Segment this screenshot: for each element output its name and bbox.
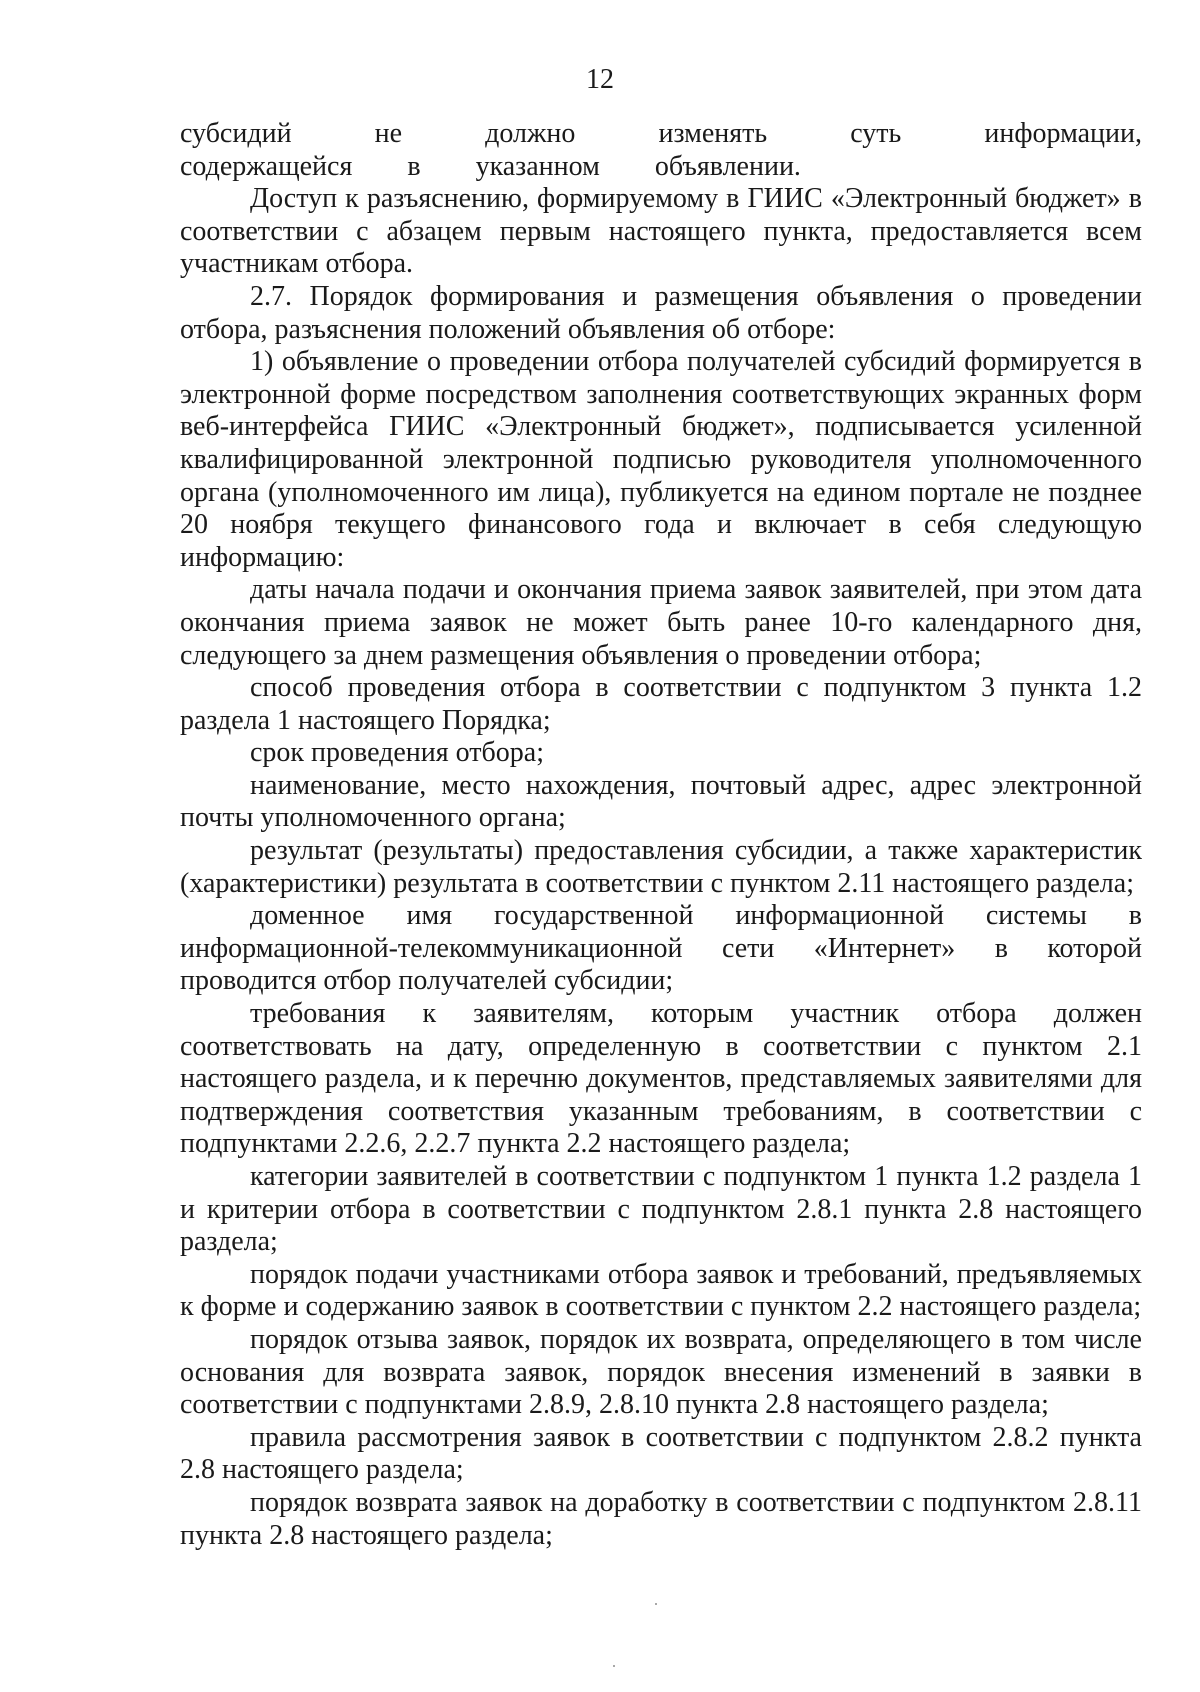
scan-speck (655, 1603, 657, 1605)
document-body (180, 118, 1142, 1552)
paragraph-method: способ проведения отбора в соответствии с подпунктом 3 пункта 1.2 раздела 1 настоящего Порядка; (180, 672, 1142, 736)
paragraph-submission-order: порядок подачи участниками отбора заявок и требований, предъявляемых к форме и содержанию заявок в соответствии с пунктом 2.2 настоящего раздела; (180, 1258, 1142, 1323)
page-number: 12 (586, 64, 614, 95)
paragraph-access-clarification: Доступ к разъяснению, формируемому в ГИИС «Электронный бюджет» в соответствии с абзацем первым настоящего пункта, предоставляется всем участникам отбора. (180, 183, 1142, 280)
paragraph-categories: категории заявителей в соответствии с подпунктом 1 пункта 1.2 раздела 1 и критерии отбора в соответствии с подпунктом 2.8.1 пункта 2.8 настоящего раздела; (180, 1161, 1142, 1258)
scan-speck (613, 1665, 615, 1667)
paragraph-name-address: наименование, место нахождения, почтовый адрес, адрес электронной почты уполномоченного органа; (180, 769, 1142, 834)
paragraph-requirements: требования к заявителям, которым участник отбора должен соответствовать на дату, определенную в соответствии с пунктом 2.1 настоящего раздела, и к перечню документов, представляемых заявителями для подтверждения соответствия указанным требованиям, в соответствии с подпунктами 2.2.6, 2.2.7 пункта 2.2 настоящего раздела; (180, 998, 1142, 1160)
paragraph-dates: даты начала подачи и окончания приема заявок заявителей, при этом дата окончания приема заявок не может быть ранее 10-го календарного дня, следующего за днем размещения объявления о проведении отбора; (180, 574, 1142, 671)
paragraph-section-2-7: 2.7. Порядок формирования и размещения объявления о проведении отбора, разъяснения положений объявления об отборе: (180, 280, 1142, 345)
paragraph-review-rules: правила рассмотрения заявок в соответствии с подпунктом 2.8.2 пункта 2.8 настоящего раздела; (180, 1421, 1142, 1486)
paragraph-results: результат (результаты) предоставления субсидии, а также характеристик (характеристики) результата в соответствии с пунктом 2.11 настоящего раздела; (180, 835, 1142, 899)
paragraph-domain-name: доменное имя государственной информационной системы в информационной-телекоммуникационной сети «Интернет» в которой проводится отбор получателей субсидии; (180, 900, 1142, 997)
paragraph-continuation: субсидий не должно изменять суть информации, содержащейся в указанном объявлении. (180, 118, 1142, 182)
paragraph-return-order: порядок возврата заявок на доработку в соответствии с подпунктом 2.8.11 пункта 2.8 настоящего раздела; (180, 1486, 1142, 1551)
paragraph-item-1: 1) объявление о проведении отбора получателей субсидий формируется в электронной форме посредством заполнения соответствующих экранных форм веб-интерфейса ГИИС «Электронный бюджет», подписывается усиленной квалифицированной электронной подписью руководителя уполномоченного органа (уполномоченного им лица), публикуется на едином портале не позднее 20 ноября текущего финансового года и включает в себя следующую информацию: (180, 346, 1142, 573)
paragraph-withdrawal-order: порядок отзыва заявок, порядок их возврата, определяющего в том числе основания для возврата заявок, порядок внесения изменений в заявки в соответствии с подпунктами 2.8.9, 2.8.10 пункта 2.8 настоящего раздела; (180, 1323, 1142, 1421)
paragraph-term: срок проведения отбора; (250, 737, 544, 769)
